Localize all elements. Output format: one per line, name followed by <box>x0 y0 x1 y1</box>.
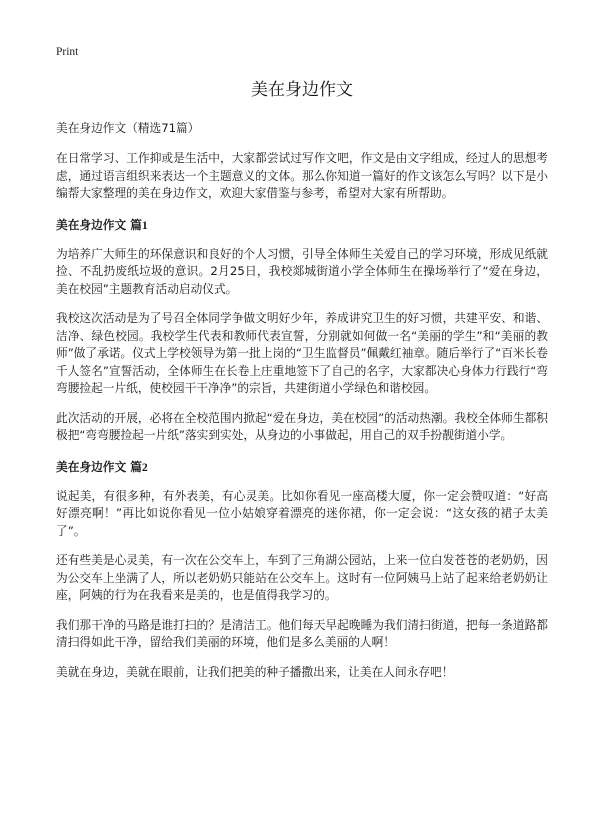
section-heading <box>56 217 548 234</box>
section-heading-text: 美在身边作文 篇 <box>56 459 142 474</box>
section-paragraph: 此次活动的开展，必将在全校范围内掀起“爱在身边，美在校园”的活动热潮。我校全体师生都积极把“弯弯腰捡起一片纸”落实到实处，从身边的小事做起，用自己的双手扮靓街道小学。 <box>56 410 548 442</box>
document-subtitle: 美在身边作文（精选71篇） <box>56 121 200 135</box>
print-link[interactable]: Print <box>56 46 79 58</box>
section-heading-number: 1 <box>141 218 148 232</box>
section-paragraph: 还有些美是心灵美，有一次在公交车上，车到了三角湖公园站，上来一位白发苍苍的老奶奶，因为公交车上坐满了人，所以老奶奶只能站在公交车上。这时有一位阿姨马上站了起来给老奶奶让座，阿姨的行为在我看来是美的，也是值得我学习的。 <box>56 553 548 602</box>
section-heading-number: 2 <box>141 460 148 474</box>
page-title: 美在身边作文 <box>251 80 353 100</box>
section-paragraph: 我校这次活动是为了号召全体同学争做文明好少年，养成讲究卫生的好习惯，共建平安、和谐、洁净、绿色校园。我校学生代表和教师代表宣誓，分别就如何做一名“美丽的学生”和“美丽的教师”做了承诺。仪式上学校领导为第一批上岗的“卫生监督员”佩戴红袖章。随后举行了“百米长卷千人签名”宣誓活动，全体师生在长卷上庄重地签下了自己的名字，大家都决心身体力行践行“弯弯腰捡起一片纸，使校园干干净净”的宗旨，共建街道小学绿色和谐校园。 <box>56 311 548 395</box>
section-heading-text: 美在身边作文 篇 <box>56 217 142 232</box>
section-paragraph: 我们那干净的马路是谁打扫的？是清洁工。他们每天早起晚睡为我们清扫街道，把每一条道路都清扫得如此干净，留给我们美丽的环境，他们是多么美丽的人啊！ <box>56 617 548 649</box>
section-paragraph: 为培养广大师生的环保意识和良好的个人习惯，引导全体师生关爱自己的学习环境，形成见纸就捡、不乱扔废纸垃圾的意识。2月25日，我校郯城街道小学全体师生在操场举行了“爱在身边，美在校园”主题教育活动启动仪式。 <box>56 246 548 296</box>
section-heading <box>56 459 548 476</box>
section-paragraph: 美就在身边，美就在眼前，让我们把美的种子播撒出来，让美在人间永存吧！ <box>56 664 454 679</box>
intro-paragraph: 在日常学习、工作抑或是生活中，大家都尝试过写作文吧，作文是由文字组成，经过人的思想考虑，通过语言组织来表达一个主题意义的文体。那么你知道一篇好的作文该怎么写吗？以下是小编帮大家整理的美在身边作文，欢迎大家借鉴与参考，希望对大家有所帮助。 <box>56 151 548 200</box>
section-paragraph: 说起美，有很多种，有外表美，有心灵美。比如你看见一座高楼大厦，你一定会赞叹道：“好高好漂亮啊！”再比如说你看见一位小姑娘穿着漂亮的迷你裙，你一定会说：“这女孩的裙子太美了”。 <box>56 488 548 538</box>
